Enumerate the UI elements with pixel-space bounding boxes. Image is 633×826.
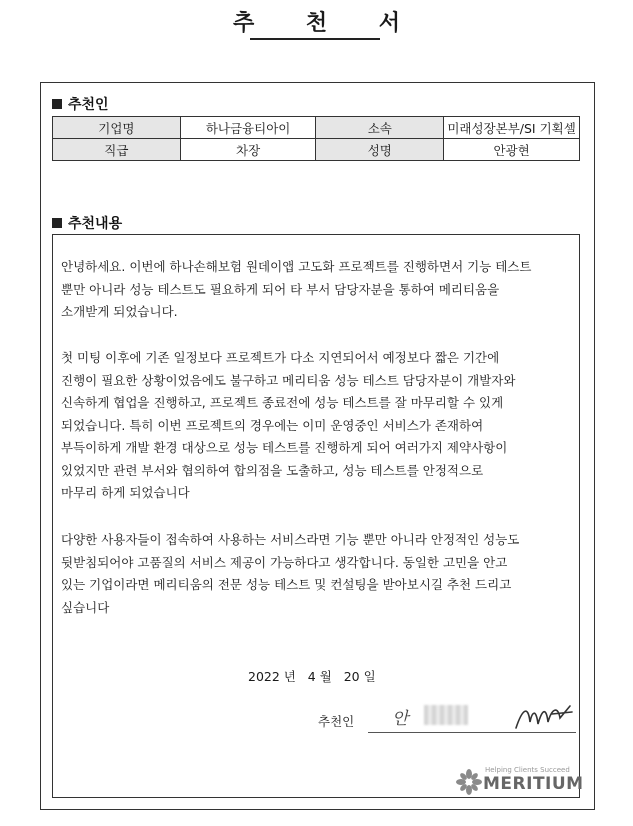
content-heading-label: 추천내용 (68, 216, 123, 232)
paragraph-3: 다양한 사용자들이 접속하여 사용하는 서비스라면 기능 뿐만 아니라 안정적인 성능도 뒷받침되어야 고품질의 서비스 제공이 가능하다고 생각합니다. 동일한 고민을 안고 있는 기업이라면 메리티움의 전문 성능 테스트 및 컨설팅을 받아보시길 추천 드리고 싶습니다 (61, 532, 520, 615)
name-value: 안광현 (444, 139, 580, 161)
meritium-logo (455, 762, 584, 798)
table-row (53, 139, 580, 161)
position-label: 직급 (53, 139, 181, 161)
table-row (53, 117, 580, 139)
signature-line (368, 732, 576, 733)
paragraph-1: 안녕하세요. 이번에 하나손해보험 원데이앱 고도화 프로젝트를 진행하면서 기능 테스트 뿐만 아니라 성능 테스트도 필요하게 되어 타 부서 담당자분을 통하여 메리티움을 소개받게 되었습니다. (61, 259, 532, 319)
logo-tagline: Helping Clients Succeed (485, 766, 570, 774)
company-value: 하나금융티아이 (180, 117, 316, 139)
recommender-heading-label: 추천인 (68, 97, 109, 113)
signer-label: 추천인 (318, 714, 355, 729)
position-value: 차장 (180, 139, 316, 161)
company-label: 기업명 (53, 117, 181, 139)
logo-wordmark: MERITIUM (483, 774, 584, 794)
department-value: 미래성장본부/SI 기획셀 (444, 117, 580, 139)
recommendation-date: 2022 년 4 월 20 일 (248, 669, 376, 684)
recommender-heading (52, 94, 109, 114)
department-label: 소속 (316, 117, 444, 139)
signer-name: 안 (392, 709, 409, 729)
square-bullet-icon (52, 218, 62, 228)
flower-logo-icon (455, 768, 483, 796)
document-title: 추 천 서 (232, 11, 423, 36)
redacted-name-blur (424, 705, 468, 725)
content-heading (52, 213, 122, 233)
title-underline (250, 38, 380, 40)
handwritten-signature-icon (512, 700, 574, 734)
name-label: 성명 (316, 139, 444, 161)
square-bullet-icon (52, 99, 62, 109)
recommender-info-table (52, 116, 580, 161)
paragraph-2: 첫 미팅 이후에 기존 일정보다 프로젝트가 다소 지연되어서 예정보다 짧은 기간에 진행이 필요한 상황이었음에도 불구하고 메리티움 성능 테스트 담당자분이 개발자와 신속하게 협업을 진행하고, 프로젝트 종료전에 성능 테스트를 잘 마무리할 수 있게 되었습니다. 특히 이번 프로젝트의 경우에는 이미 운영중인 서비스가 존재하여 부득이하게 개발 환경 대상으로 성능 테스트를 진행하게 되어 여러가지 제약사항이 있었지만 관련 부서와 협의하여 합의점을 도출하고, 성능 테스트를 안정적으로 마무리 하게 되었습니다 (61, 350, 516, 500)
